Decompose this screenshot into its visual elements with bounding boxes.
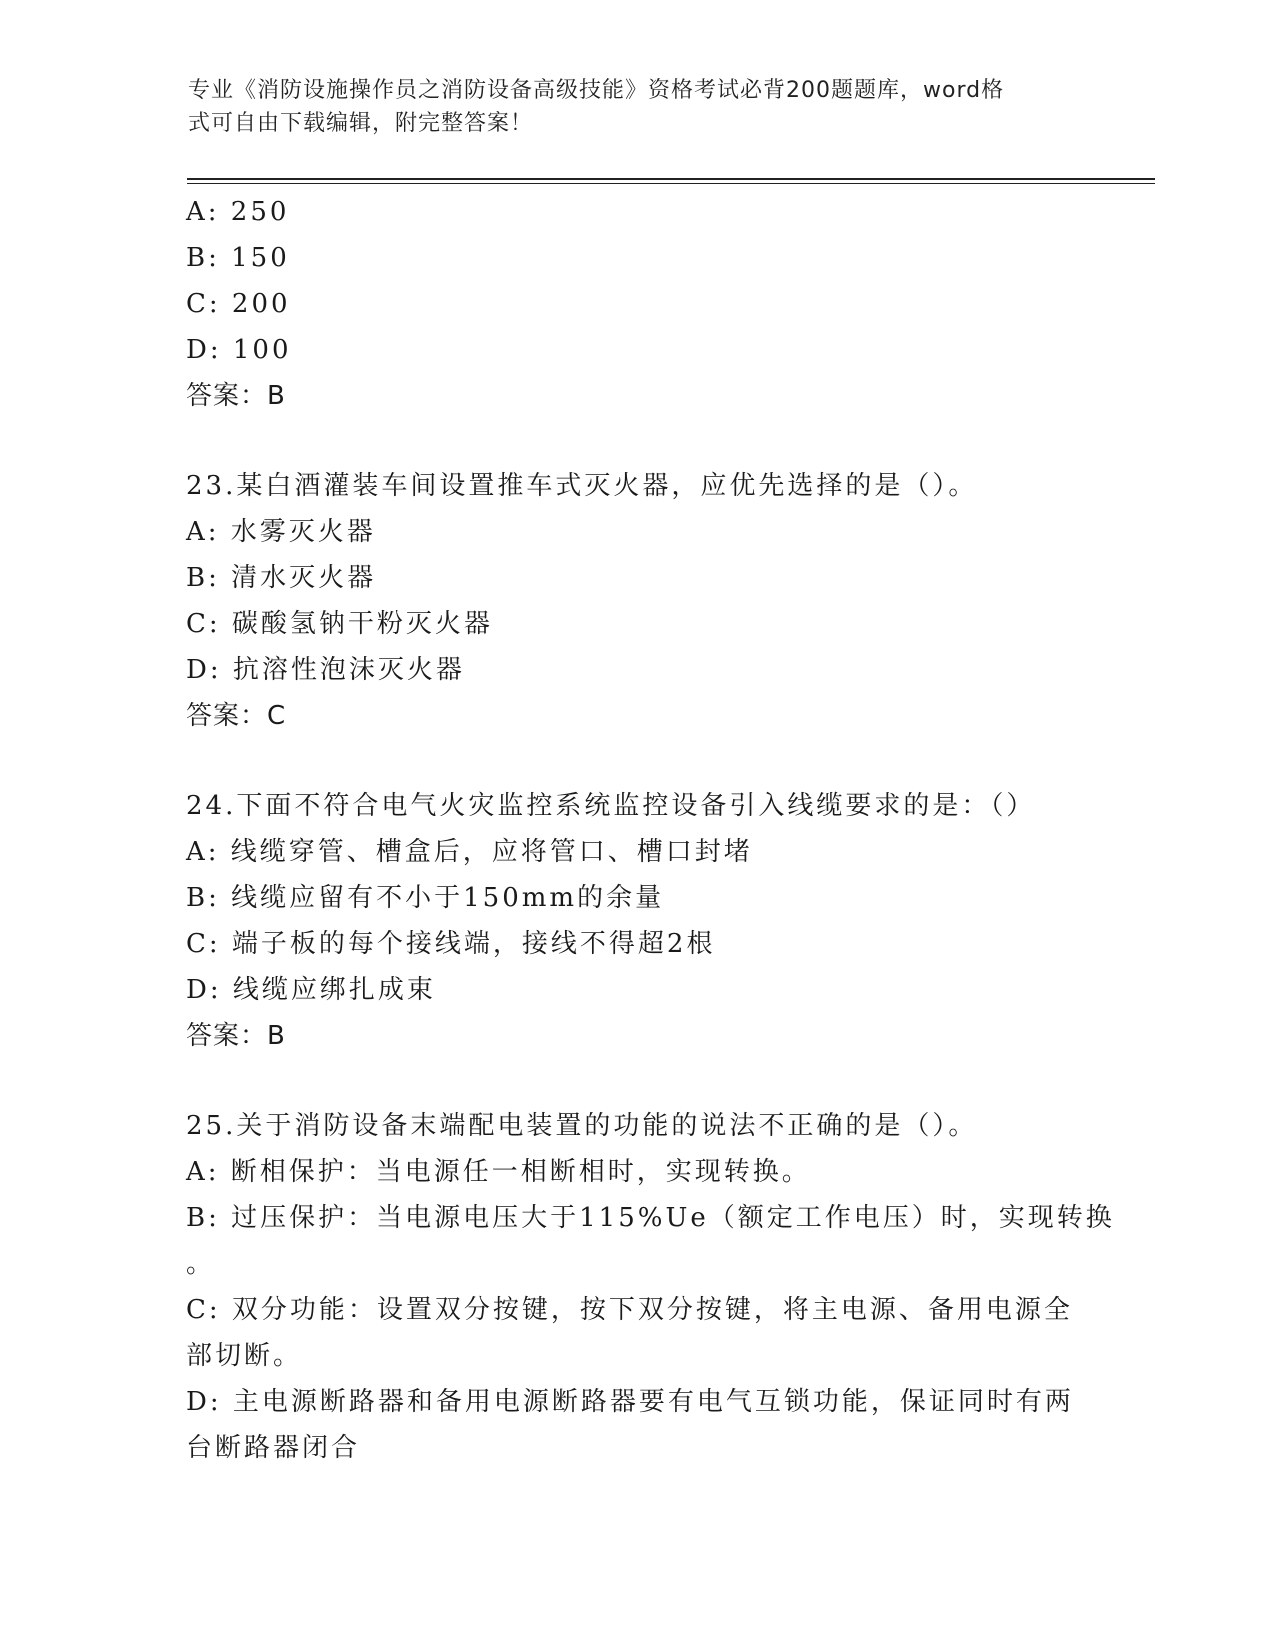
question-stem: 23.某白酒灌装车间设置推车式灭火器，应优先选择的是（）。 <box>186 471 978 501</box>
header-rule-thin <box>187 183 1155 184</box>
question-23 <box>186 463 1086 739</box>
question-22 <box>186 189 1086 419</box>
option-c: C: 200 <box>186 289 291 319</box>
option-c-continued: 部切断。 <box>186 1341 303 1371</box>
option-a: A: 断相保护：当电源任一相断相时，实现转换。 <box>186 1157 811 1187</box>
option-a: A: 水雾灭火器 <box>186 517 376 547</box>
question-stem: 24.下面不符合电气火灾监控系统监控设备引入线缆要求的是：（） <box>186 791 1036 821</box>
option-d: D: 抗溶性泡沫灭火器 <box>186 655 465 685</box>
option-d-continued: 台断路器闭合 <box>186 1433 361 1463</box>
option-c: C: 碳酸氢钠干粉灭火器 <box>186 609 493 639</box>
option-b: B: 线缆应留有不小于150mm的余量 <box>186 883 665 913</box>
option-c: C: 端子板的每个接线端，接线不得超2根 <box>186 929 716 959</box>
option-d: D: 100 <box>186 335 292 365</box>
option-b: B: 过压保护：当电源电压大于115%Ue（额定工作电压）时，实现转换 <box>186 1203 1115 1233</box>
question-24 <box>186 783 1086 1059</box>
option-d: D: 主电源断路器和备用电源断路器要有电气互锁功能，保证同时有两 <box>186 1387 1074 1417</box>
option-a: A: 250 <box>186 197 290 227</box>
option-b: B: 清水灭火器 <box>186 563 377 593</box>
answer-line: 答案：C <box>186 701 287 731</box>
option-d: D: 线缆应绑扎成束 <box>186 975 436 1005</box>
option-a: A: 线缆穿管、槽盒后，应将管口、槽口封堵 <box>186 837 753 867</box>
question-25 <box>186 1103 1115 1471</box>
answer-line: 答案：B <box>186 1021 286 1051</box>
option-c: C: 双分功能：设置双分按键，按下双分按键，将主电源、备用电源全 <box>186 1295 1073 1325</box>
question-stem: 25.关于消防设备末端配电装置的功能的说法不正确的是（）。 <box>186 1111 978 1141</box>
answer-line: 答案：B <box>186 381 286 411</box>
question-list <box>186 189 1115 1471</box>
document-header <box>188 74 1088 140</box>
option-b: B: 150 <box>186 243 290 273</box>
header-line-2: 式可自由下载编辑，附完整答案！ <box>188 111 534 136</box>
header-rule-thick <box>187 178 1155 180</box>
header-line-1: 专业《消防设施操作员之消防设备高级技能》资格考试必背200题题库，word格 <box>188 78 1005 103</box>
option-b-continued: 。 <box>186 1249 216 1279</box>
